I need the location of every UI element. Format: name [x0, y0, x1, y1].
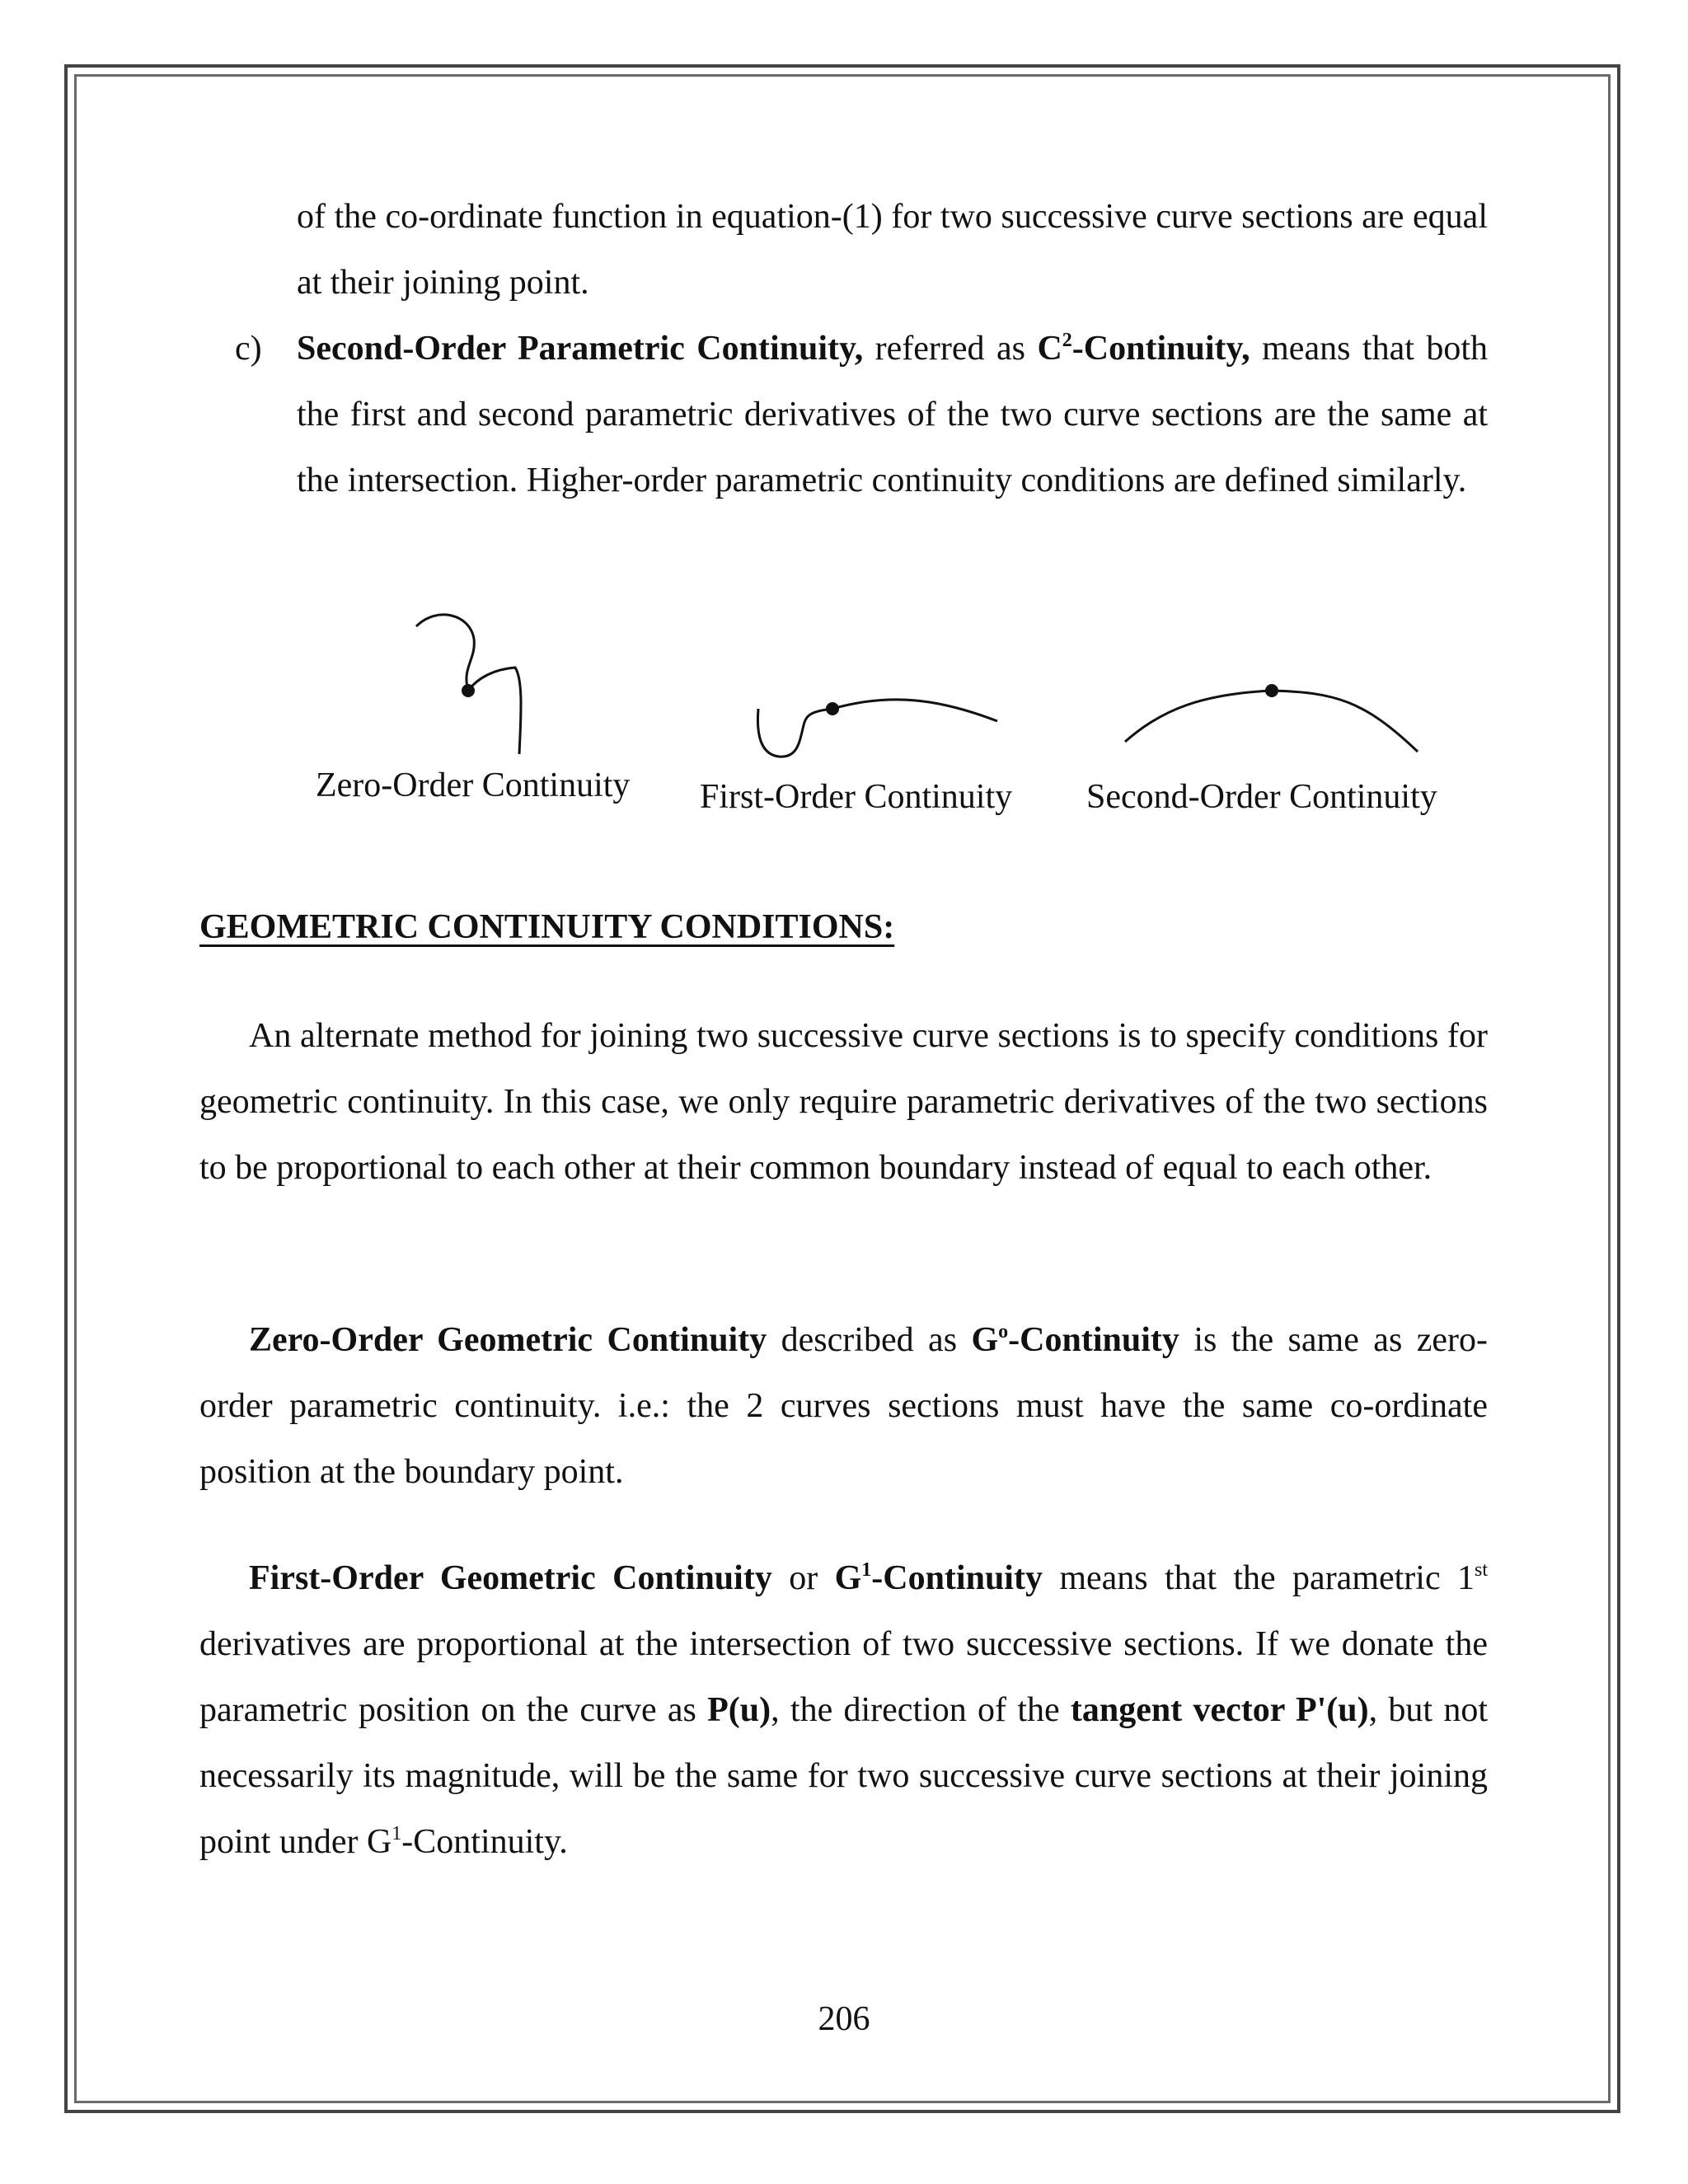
second-order-curve-1: [1125, 691, 1272, 742]
page-number: 206: [818, 2000, 870, 2038]
item-c-referred: referred as: [863, 330, 1038, 368]
second-order-curve-2: [1272, 691, 1418, 752]
zero-order-joint: [462, 684, 475, 697]
first-order-curve-1: [757, 709, 832, 757]
c2-term: $C^2$-Continuity,: [1037, 330, 1250, 368]
list-item-c: [235, 316, 1488, 513]
first-order-joint: [826, 702, 839, 715]
g1-title: First-Order Geometric Continuity: [249, 1559, 772, 1597]
g0-term: $G^o$-Continuity: [971, 1321, 1179, 1359]
continuation-text: of the co-ordinate function in equation-(1) for two successive curve sections are equal at their joining point.: [297, 198, 1488, 302]
caption-zero-order: Zero-Order Continuity: [316, 766, 631, 804]
second-order-joint: [1265, 684, 1278, 697]
caption-second-order: Second-Order Continuity: [1086, 778, 1437, 816]
pu-term: P(u): [707, 1691, 771, 1729]
item-c-rest: means that both the first and second parametric derivatives of the two curve sections are the same at the intersection. Higher-order parametric continuity conditions are defined similarly.: [297, 330, 1488, 499]
paragraph-geometric-intro: An alternate method for joining two successive curve sections is to specify conditions for geometric continuity. In this case, we only require parametric derivatives of the two sections to be proportional to each other at their common boundary instead of equal to each other.: [199, 1017, 1488, 1187]
g0-title: Zero-Order Geometric Continuity: [249, 1321, 767, 1359]
tangent-vector-term: tangent vector P'(u): [1070, 1691, 1369, 1729]
first-order-curve-2: [832, 700, 997, 721]
section-heading: GEOMETRIC CONTINUITY CONDITIONS:: [199, 908, 895, 946]
paragraph-zero-order-geometric: Zero-Order Geometric Continuity described as $G^o$-Continuity is the same as zero-order parametric continuity. i.e.: the 2 curves sections must have the same co-ordinate position at the boundary point.: [199, 1321, 1488, 1491]
zero-order-curve-2: [468, 668, 521, 754]
zero-order-curve-1: [416, 615, 474, 691]
list-item-body: [297, 316, 1488, 513]
continuity-figure: [313, 602, 1508, 783]
item-c-title: Second-Order Parametric Continuity,: [297, 330, 864, 368]
g1-term: $G^1$-Continuity: [834, 1559, 1043, 1597]
caption-first-order: First-Order Continuity: [700, 778, 1013, 816]
list-marker: c): [235, 330, 262, 368]
paragraph-first-order-geometric: First-Order Geometric Continuity or $G^1$-Continuity means that the parametric 1st derivatives are proportional at the intersection of two successive sections. If we donate the parametric position on the curve as P(u), the direction of the tangent vector P'(u), but not necessarily its magnitude, will be the same for two successive curve sections at their joining point under $G^1$-Continuity.: [199, 1559, 1489, 1861]
